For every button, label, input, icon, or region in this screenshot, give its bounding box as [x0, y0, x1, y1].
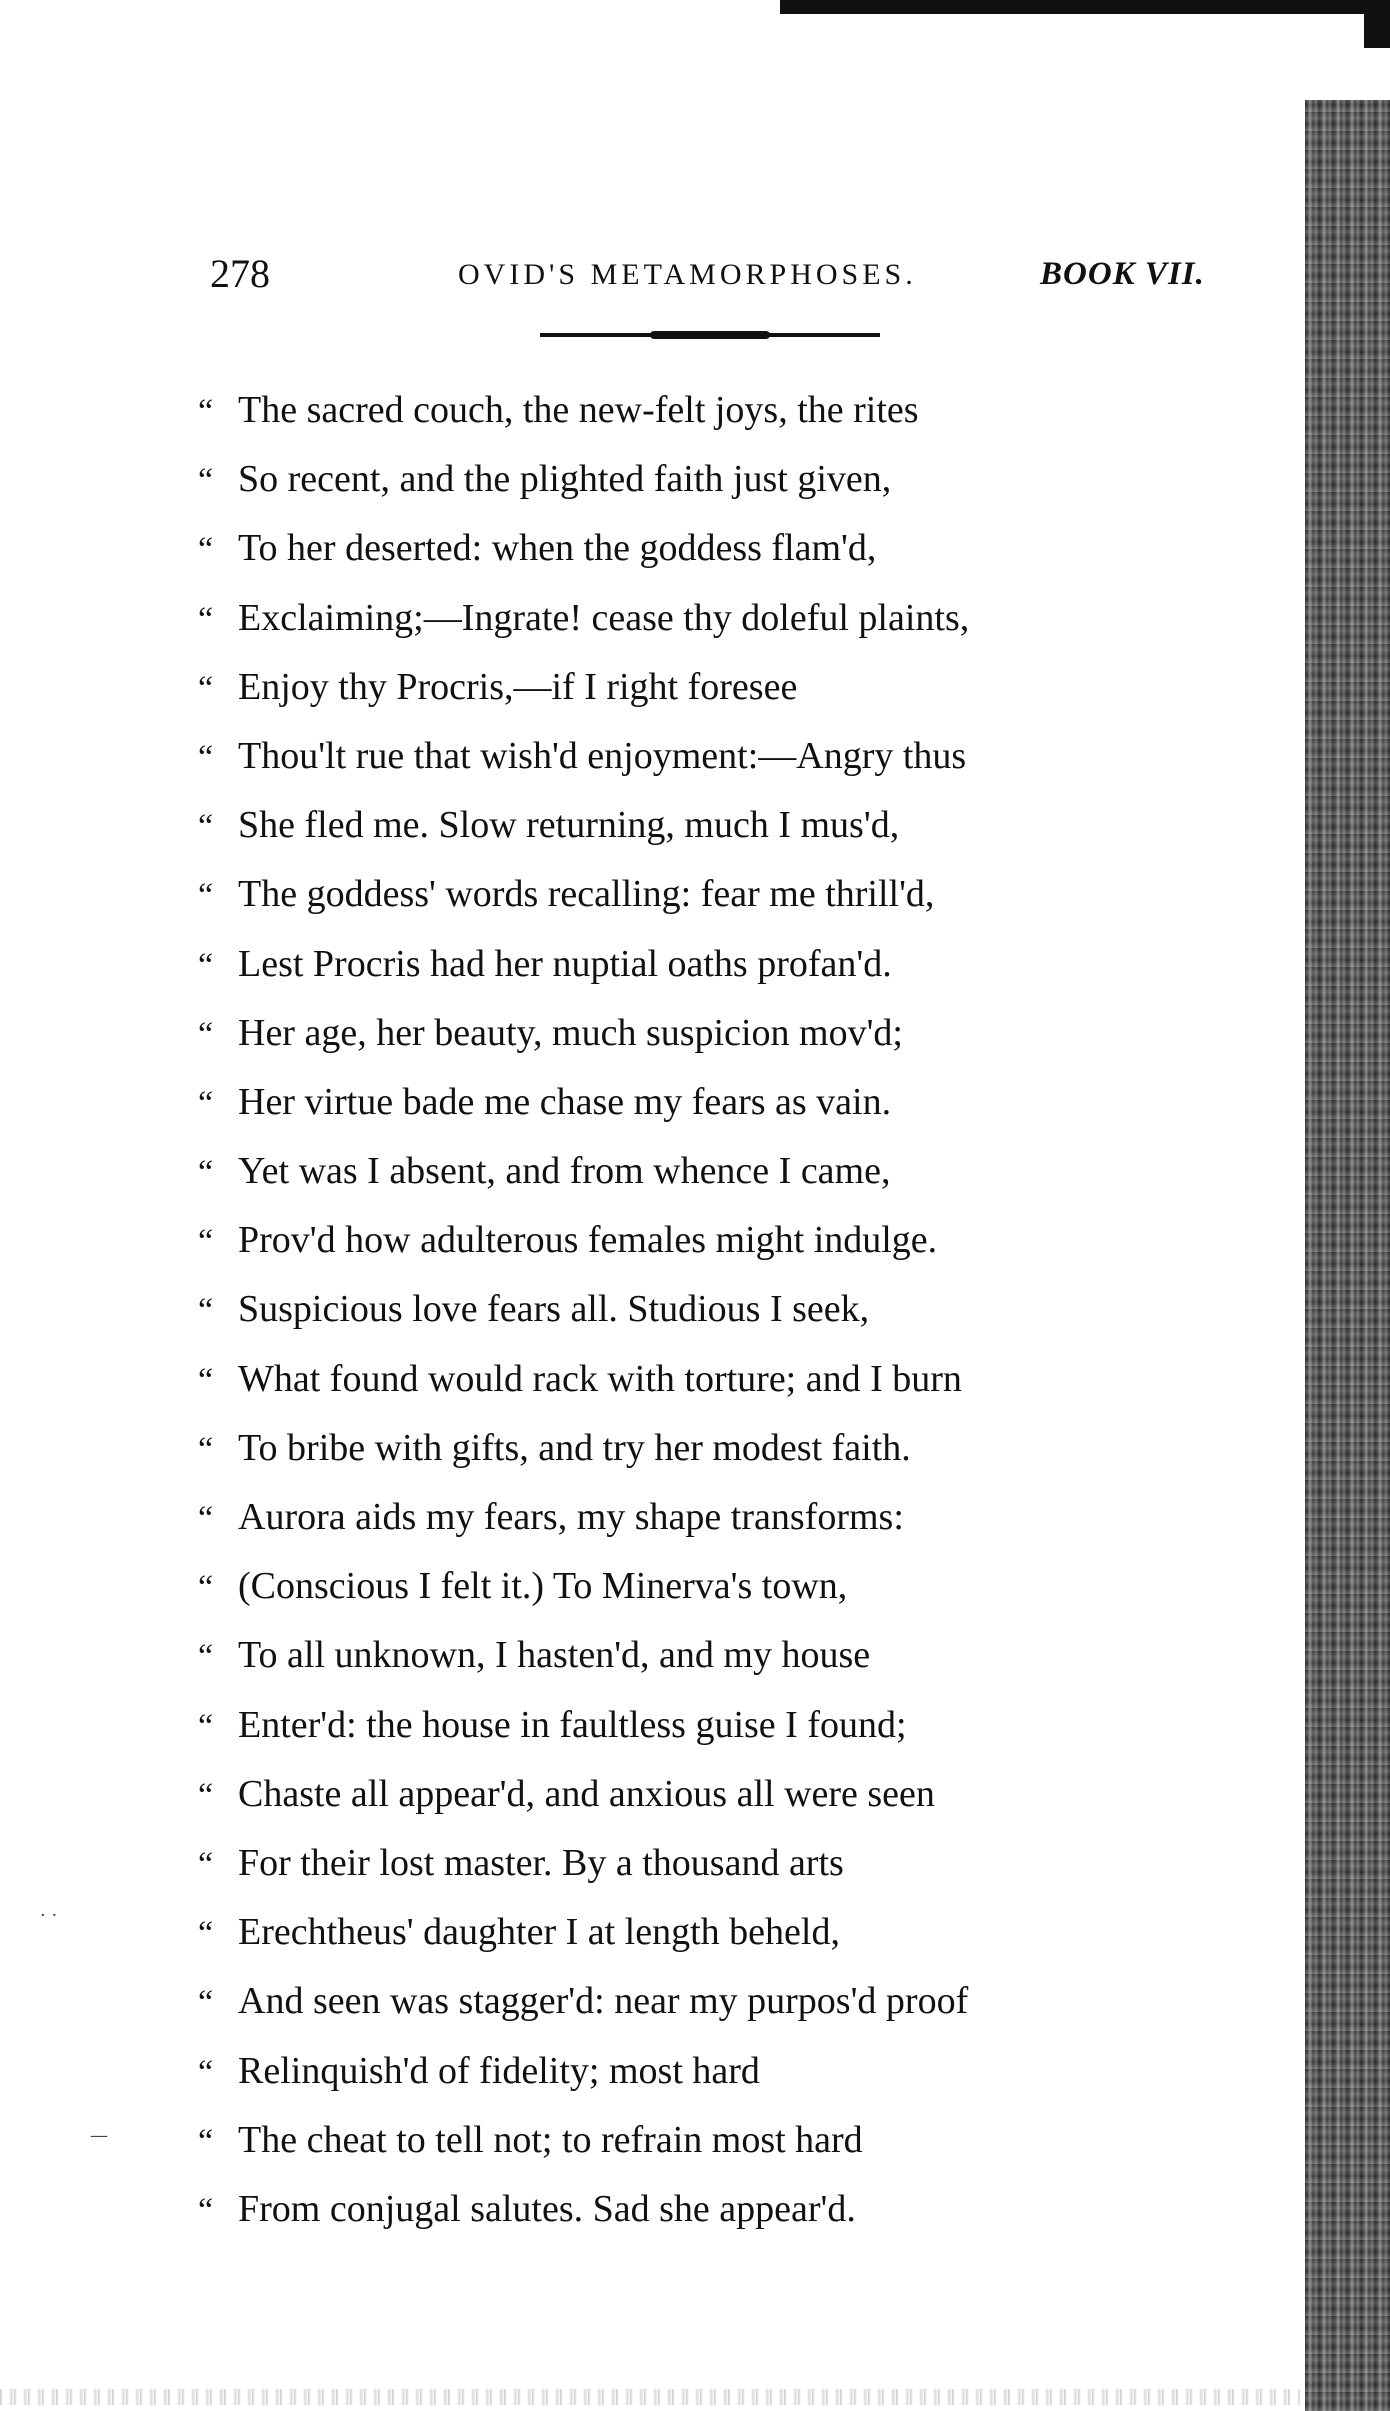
poem-line [198, 1275, 1158, 1344]
poem-line [198, 1414, 1158, 1483]
poem-line-text: The goddess' words recalling: fear me thrill'd, [238, 873, 935, 916]
poem-line [198, 999, 1158, 1068]
opening-quote-mark: “ [198, 2053, 214, 2091]
poem-line-text: Aurora aids my fears, my shape transforms: [238, 1496, 904, 1538]
poem-line-text: To all unknown, I hasten'd, and my house [238, 1634, 871, 1677]
poem-line [198, 722, 1158, 791]
opening-quote-mark: “ [198, 1430, 214, 1468]
opening-quote-mark: “ [198, 808, 214, 846]
poem-line [198, 791, 1158, 860]
opening-quote-mark: “ [198, 393, 214, 430]
poem-line [198, 1206, 1158, 1275]
poem-line-text: Chaste all appear'd, and anxious all were seen [238, 1772, 935, 1815]
poem-line [198, 860, 1158, 929]
opening-quote-mark: “ [198, 1915, 214, 1953]
poem-line [198, 2175, 1158, 2244]
book-spine-shadow [1305, 100, 1390, 2411]
poem-text [198, 376, 1158, 2244]
page-header [210, 250, 1215, 310]
poem-line-text: Thou'lt rue that wish'd enjoyment:—Angry thus [238, 734, 967, 777]
poem-line-text: To her deserted: when the goddess flam'd, [238, 527, 877, 570]
opening-quote-mark: “ [198, 1361, 214, 1399]
poem-line [198, 1691, 1158, 1760]
opening-quote-mark: “ [198, 1154, 214, 1192]
poem-line-text: To bribe with gifts, and try her modest faith. [238, 1426, 911, 1469]
margin-speck: — [90, 2125, 108, 2146]
poem-line-text: Lest Procris had her nuptial oaths profan'd. [238, 942, 892, 985]
opening-quote-mark: “ [198, 2122, 214, 2160]
poem-line-text: Her age, her beauty, much suspicion mov'd; [238, 1011, 903, 1054]
poem-line-text: (Conscious I felt it.) To Minerva's town, [238, 1565, 848, 1608]
poem-line-text: Erechtheus' daughter I at length beheld, [238, 1911, 840, 1954]
scan-top-edge [780, 0, 1390, 14]
poem-line-text: Yet was I absent, and from whence I came, [238, 1150, 891, 1193]
poem-line [198, 1621, 1158, 1690]
poem-line [198, 1068, 1158, 1137]
poem-line [198, 1137, 1158, 1206]
opening-quote-mark: “ [198, 946, 214, 984]
poem-line [198, 1760, 1158, 1829]
opening-quote-mark: “ [198, 1084, 214, 1122]
header-ornamental-rule [540, 333, 880, 337]
opening-quote-mark: “ [198, 877, 214, 915]
opening-quote-mark: “ [198, 1292, 214, 1330]
poem-line-text: For their lost master. By a thousand arts [238, 1841, 844, 1884]
opening-quote-mark: “ [198, 1707, 214, 1745]
poem-line [198, 1552, 1158, 1621]
poem-line [198, 584, 1158, 653]
opening-quote-mark: “ [198, 1223, 214, 1261]
page-number: 278 [210, 251, 270, 296]
poem-line-text: And seen was stagger'd: near my purpos'd proof [238, 1980, 969, 2023]
poem-line [198, 1345, 1158, 1414]
poem-line [198, 2106, 1158, 2175]
poem-line-text: The sacred couch, the new-felt joys, the rites [238, 389, 919, 431]
poem-line-text: Her virtue bade me chase my fears as vain. [238, 1080, 892, 1123]
scan-bottom-noise [0, 2389, 1300, 2405]
poem-line-text: Relinquish'd of fidelity; most hard [238, 2049, 760, 2092]
poem-line-text: Suspicious love fears all. Studious I seek, [238, 1288, 870, 1331]
poem-line-text: Prov'd how adulterous females might indulge. [238, 1219, 938, 1262]
poem-line [198, 1898, 1158, 1967]
poem-line-text: She fled me. Slow returning, much I mus'd, [238, 804, 900, 847]
poem-line-text: From conjugal salutes. Sad she appear'd. [238, 2187, 856, 2230]
opening-quote-mark: “ [198, 1776, 214, 1814]
book-label: BOOK VII. [1040, 256, 1205, 292]
poem-line [198, 653, 1158, 722]
poem-line [198, 930, 1158, 999]
running-title: OVID'S METAMORPHOSES. [458, 258, 917, 291]
scan-corner-shadow [1364, 0, 1390, 48]
poem-line-text: What found would rack with torture; and I burn [238, 1357, 962, 1400]
opening-quote-mark: “ [198, 738, 214, 776]
opening-quote-mark: “ [198, 531, 214, 569]
opening-quote-mark: “ [198, 1638, 214, 1676]
poem-line-text: Enter'd: the house in faultless guise I found; [238, 1703, 907, 1746]
opening-quote-mark: “ [198, 1500, 214, 1537]
opening-quote-mark: “ [198, 1845, 214, 1883]
opening-quote-mark: “ [198, 669, 214, 707]
opening-quote-mark: “ [198, 1015, 214, 1053]
margin-speck: · · [40, 1905, 58, 1926]
poem-line [198, 445, 1158, 514]
poem-line [198, 376, 1158, 445]
poem-line-text: Enjoy thy Procris,—if I right foresee [238, 665, 798, 708]
opening-quote-mark: “ [198, 462, 214, 500]
poem-line [198, 2037, 1158, 2106]
poem-line-text: So recent, and the plighted faith just given, [238, 458, 892, 501]
opening-quote-mark: “ [198, 600, 214, 638]
poem-line [198, 514, 1158, 583]
poem-line [198, 1829, 1158, 1898]
opening-quote-mark: “ [198, 1569, 214, 1607]
opening-quote-mark: “ [198, 1984, 214, 2022]
poem-line [198, 1483, 1158, 1552]
poem-line-text: The cheat to tell not; to refrain most hard [238, 2118, 863, 2161]
poem-line [198, 1967, 1158, 2036]
opening-quote-mark: “ [198, 2191, 214, 2229]
poem-line-text: Exclaiming;—Ingrate! cease thy doleful plaints, [238, 596, 970, 639]
